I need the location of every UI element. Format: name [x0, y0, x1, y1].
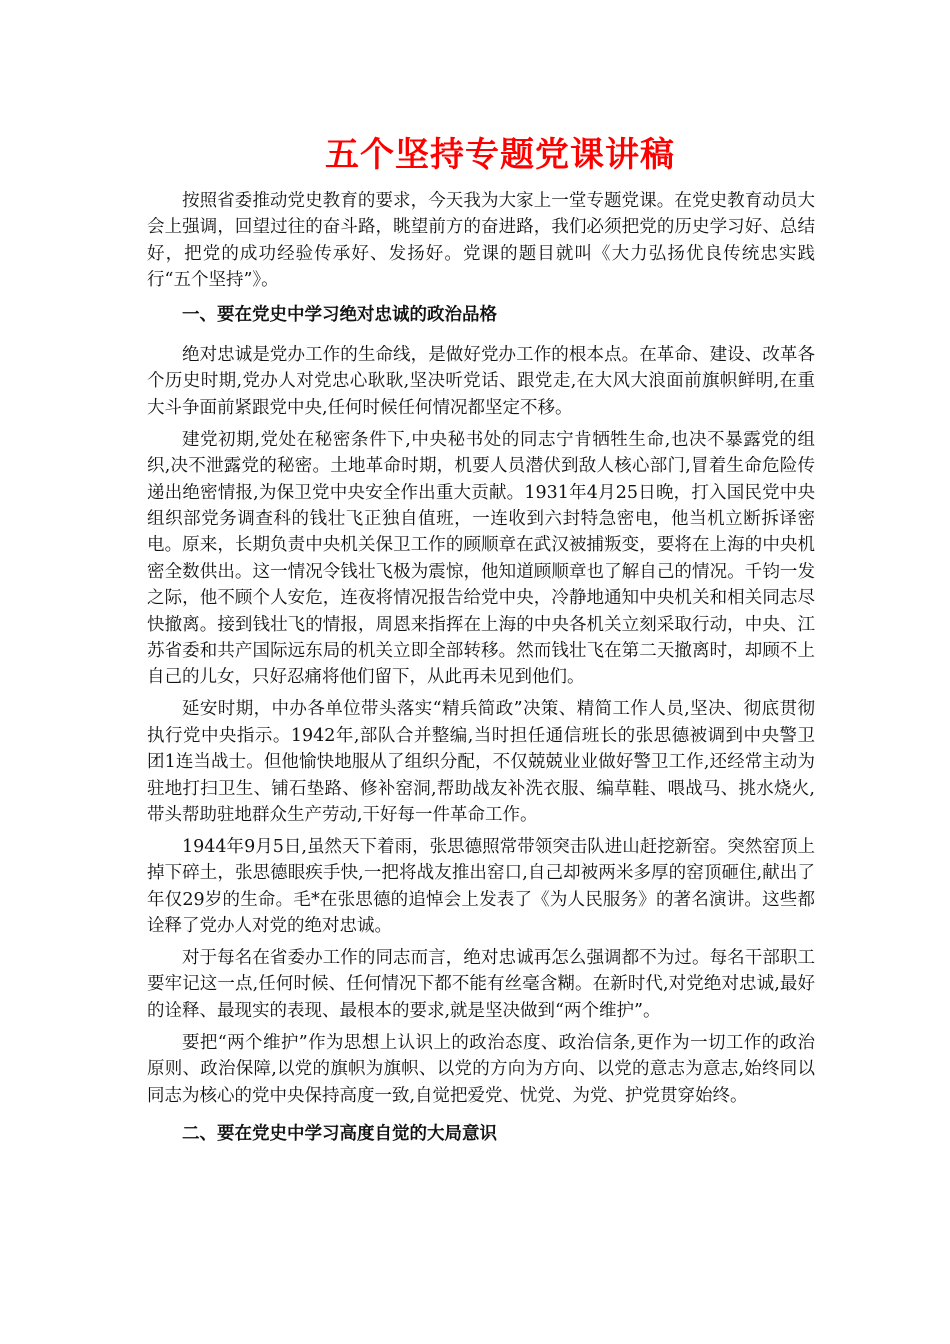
- paragraph: 1944年9月5日,虽然天下着雨，张思德照常带领突击队进山赶挖新窑。突然窑顶上掉下碎土，张思德眼疾手快,一把将战友推出窑口,自己却被两米多厚的窑顶砸住,献出了年仅29岁的生命。毛*在张思德的追悼会上发表了《为人民服务》的著名演讲。这些都诠释了党办人对党的绝对忠诚。: [147, 836, 815, 937]
- document-title: 五个坚持专题党课讲稿: [325, 135, 675, 175]
- paragraph: 延安时期，中办各单位带头落实“精兵简政”决策、精简工作人员,坚决、彻底贯彻执行党中央指示。1942年,部队合并整编,当时担任通信班长的张思德被调到中央警卫团1连当战士。但他愉快地服从了组织分配，不仅兢兢业业做好警卫工作,还经常主动为驻地打扫卫生、铺石垫路、修补窑洞,帮助战友补洗衣服、编草鞋、喂战马、挑水烧火,带头帮助驻地群众生产劳动,干好每一件革命工作。: [147, 699, 815, 825]
- paragraph: 要把“两个维护”作为思想上认识上的政治态度、政治信条,更作为一切工作的政治原则、政治保障,以党的旗帜为旗帜、以党的方向为方向、以党的意志为意志,始终同以同志为核心的党中央保持高度一致,自觉把爱党、忧党、为党、护党贯穿始终。: [147, 1032, 815, 1106]
- section-heading-2: 二、要在党史中学习高度自觉的大局意识: [182, 1123, 497, 1144]
- document-body: [147, 188, 815, 1161]
- intro-paragraph: 按照省委推动党史教育的要求，今天我为大家上一堂专题党课。在党史教育动员大会上强调，回望过往的奋斗路，眺望前方的奋进路，我们必须把党的历史学习好、总结好，把党的成功经验传承好、发扬好。党课的题目就叫《大力弘扬优良传统忠实践行“五个坚持”》。: [147, 191, 815, 291]
- paragraph: 建党初期,党处在秘密条件下,中央秘书处的同志宁肯牺牲生命,也决不暴露党的组织,决不泄露党的秘密。土地革命时期，机要人员潜伏到敌人核心部门,冒着生命危险传递出绝密情报,为保卫党中央安全作出重大贡献。1931年4月25日晚，打入国民党中央组织部党务调查科的钱壮飞正独自值班，一连收到六封特急密电，他当机立断拆译密电。原来，长期负责中央机关保卫工作的顾顺章在武汉被捕叛变，要将在上海的中央机密全数供出。这一情况令钱壮飞极为震惊，他知道顾顺章也了解自己的情况。千钧一发之际，他不顾个人安危，连夜将情况报告给党中央，冷静地通知中央机关和相关同志尽快撤离。接到钱壮飞的情报，周恩来指挥在上海的中央各机关立刻采取行动，中央、江苏省委和共产国际远东局的机关立即全部转移。然而钱壮飞在第二天撤离时，却顾不上自己的儿女，只好忍痛将他们留下，从此再未见到他们。: [147, 429, 815, 688]
- paragraph: 绝对忠诚是党办工作的生命线，是做好党办工作的根本点。在革命、建设、改革各个历史时期,党办人对党忠心耿耿,坚决听党话、跟党走,在大风大浪面前旗帜鲜明,在重大斗争面前紧跟党中央,任何时候任何情况都坚定不移。: [147, 345, 815, 418]
- paragraph: 对于每名在省委办工作的同志而言，绝对忠诚再怎么强调都不为过。每名干部职工要牢记这一点,任何时候、任何情况下都不能有丝毫含糊。在新时代,对党绝对忠诚,最好的诠释、最现实的表现、最根本的要求,就是坚决做到“两个维护”。: [147, 947, 815, 1021]
- section-heading-1: 一、要在党史中学习绝对忠诚的政治品格: [182, 304, 497, 325]
